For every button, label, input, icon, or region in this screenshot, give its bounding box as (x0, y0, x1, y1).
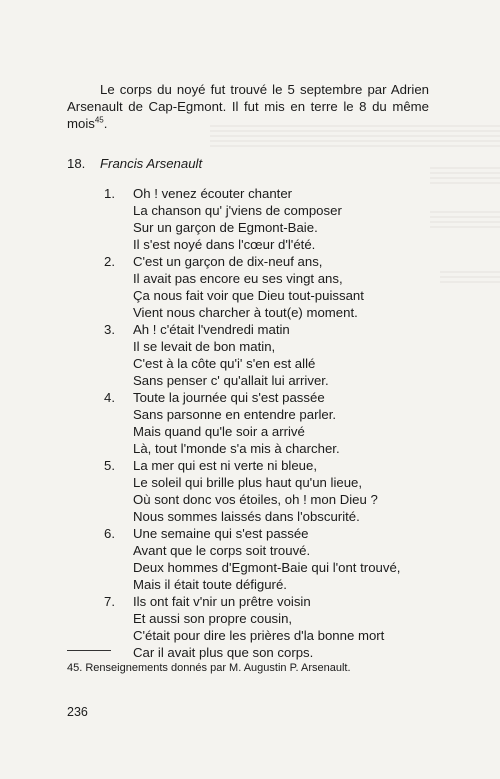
song-number: 18. (67, 156, 86, 171)
verse-number: 1. (104, 186, 115, 201)
intro-paragraph (67, 81, 429, 132)
verse-line: C'est à la côte qu'i' s'en est allé (133, 356, 316, 371)
verse-number: 4. (104, 390, 115, 405)
paragraph-line-3: le 8 du même mois (67, 99, 429, 131)
verse-number: 3. (104, 322, 115, 337)
verse-line: La chanson qu' j'viens de composer (133, 203, 342, 218)
verse-number: 7. (104, 594, 115, 609)
verse-line: Ah ! c'était l'vendredi matin (133, 322, 290, 337)
paragraph-line-2: par Adrien Arsenault de Cap-Egmont. Il fut mis en terre (67, 82, 430, 114)
verse-number: 2. (104, 254, 115, 269)
verse-number: 6. (104, 526, 115, 541)
page-number: 236 (67, 705, 88, 719)
verse (0, 321, 500, 389)
verse-line: Là, tout l'monde s'a mis à charcher. (133, 441, 340, 456)
verse-line: Il se levait de bon matin, (133, 339, 276, 354)
verse-line: Deux hommes d'Egmont-Baie qui l'ont trouvé, (133, 560, 401, 575)
verse-line: Toute la journée qui s'est passée (133, 390, 325, 405)
verse (0, 253, 500, 321)
verse-line: Ça nous fait voir que Dieu tout-puissant (133, 288, 364, 303)
verse-line: C'est un garçon de dix-neuf ans, (133, 254, 323, 269)
verse-line: Il avait pas encore eu ses vingt ans, (133, 271, 343, 286)
paragraph-line-1: Le corps du noyé fut trouvé le 5 septembre (100, 82, 363, 97)
verse-line: Sans penser c' qu'allait lui arriver. (133, 373, 329, 388)
verse-line: Vient nous charcher à tout(e) moment. (133, 305, 358, 320)
song-title: Francis Arsenault (100, 156, 203, 171)
verse (0, 525, 500, 593)
footnote-divider (67, 650, 111, 651)
verse-line: Mais quand qu'le soir a arrivé (133, 424, 305, 439)
verse-line: Le soleil qui brille plus haut qu'un lieue, (133, 475, 363, 490)
verse (0, 457, 500, 525)
verse-line: Sur un garçon de Egmont-Baie. (133, 220, 318, 235)
verse-line: Avant que le corps soit trouvé. (133, 543, 311, 558)
verse-line: La mer qui est ni verte ni bleue, (133, 458, 317, 473)
verse-line: Une semaine qui s'est passée (133, 526, 309, 541)
verse-line: Ils ont fait v'nir un prêtre voisin (133, 594, 311, 609)
verse (0, 185, 500, 253)
footnote: 45. Renseignements donnés par M. Augustin P. Arsenault. (67, 662, 351, 674)
verse (0, 389, 500, 457)
verse-line: Nous sommes laissés dans l'obscurité. (133, 509, 360, 524)
verse-line: Où sont donc vos étoiles, oh ! mon Dieu ? (133, 492, 378, 507)
verse-line: Mais il était toute défiguré. (133, 577, 287, 592)
verse-line: Oh ! venez écouter chanter (133, 186, 293, 201)
footnote-reference: 45 (94, 115, 104, 125)
song-heading (67, 155, 202, 172)
verse-line: Car il avait plus que son corps. (133, 645, 314, 660)
paragraph-end: . (103, 116, 108, 131)
verse-number: 5. (104, 458, 115, 473)
verse-line: Sans parsonne en entendre parler. (133, 407, 337, 422)
verse-line: Il s'est noyé dans l'cœur d'l'été. (133, 237, 316, 252)
verse-line: Et aussi son propre cousin, (133, 611, 293, 626)
verse-line: C'était pour dire les prières d'la bonne mort (133, 628, 385, 643)
song-verses (0, 185, 500, 661)
